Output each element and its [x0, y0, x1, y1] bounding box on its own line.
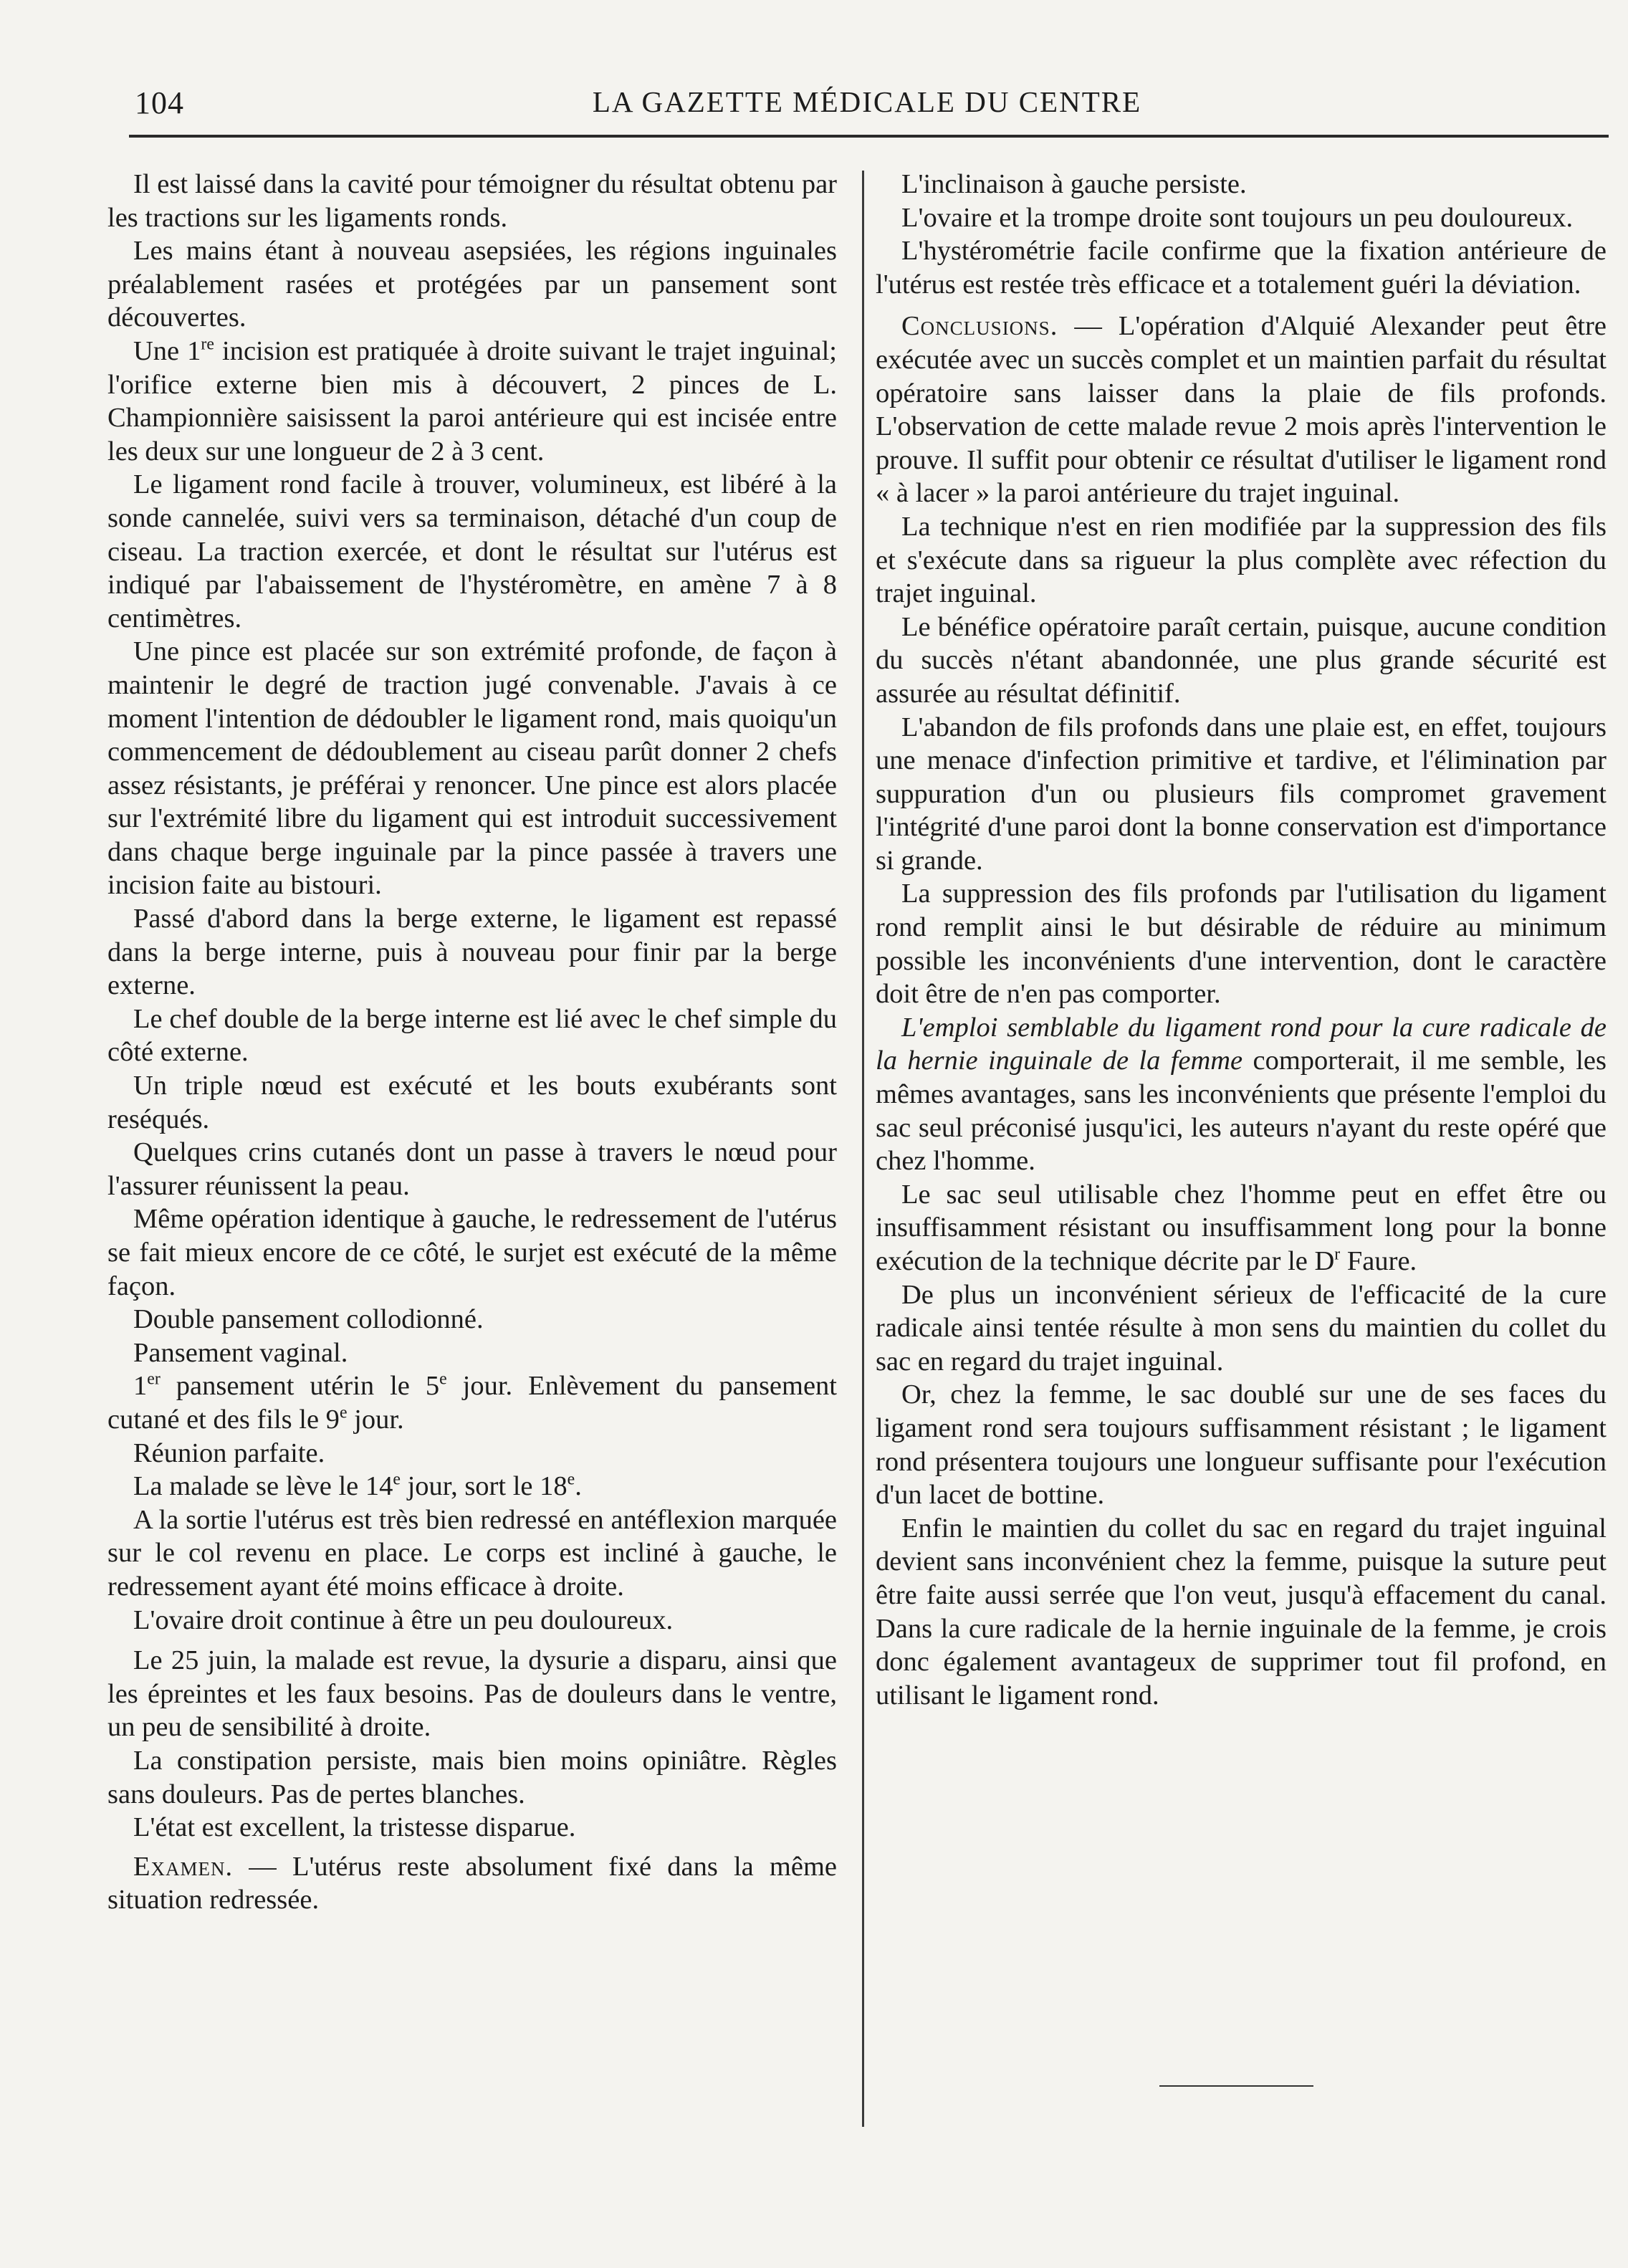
paragraph: A la sortie l'utérus est très bien redressé en antéflexion marquée sur le col revenu en place. Le corps est incliné à gauche, le redressement ayant été moins efficace à droite. — [107, 1504, 837, 1602]
paragraph: La malade se lève le 14e jour, sort le 18e. — [133, 1470, 582, 1502]
paragraph: L'ovaire droit continue à être un peu douloureux. — [133, 1604, 674, 1635]
paragraph: De plus un inconvénient sérieux de l'efficacité de la cure radicale ainsi tentée résulte à mon sens du maintien du collet du sac en regard du trajet inguinal. — [876, 1279, 1607, 1377]
page-number: 104 — [135, 85, 184, 120]
paragraph: Quelques crins cutanés dont un passe à travers le nœud pour l'assurer réunissent la peau. — [107, 1137, 837, 1201]
paragraph: Le bénéfice opératoire paraît certain, puisque, aucune condition du succès n'étant abandonnée, une plus grande sécurité est assurée au résultat définitif. — [876, 611, 1607, 709]
paragraph: L'ovaire et la trompe droite sont toujours un peu douloureux. — [901, 202, 1574, 233]
paragraph: Examen. — L'utérus reste absolument fixé dans la même situation redressée. — [107, 1851, 837, 1915]
paragraph: L'état est excellent, la tristesse disparue. — [133, 1812, 576, 1843]
paragraph: Une 1re incision est pratiquée à droite suivant le trajet inguinal; l'orifice externe bien mis à découvert, 2 pinces de L. Championnière saisissent la paroi antérieure qui est incisée entre les deux sur une longueur de 2 à 3 cent. — [107, 335, 837, 466]
header-rule — [129, 135, 1609, 138]
paragraph: Passé d'abord dans la berge externe, le ligament est repassé dans la berge interne, puis à nouveau pour finir par la berge externe. — [107, 904, 837, 1001]
paragraph: Pansement vaginal. — [133, 1337, 348, 1368]
paragraph: Conclusions. — L'opération d'Alquié Alexander peut être exécutée avec un succès complet et un maintien parfait du résultat opératoire sans laisser dans la plaie de fils profonds. L'observation de cette malade revue 2 mois après l'intervention le prouve. Il suffit pour obtenir ce résultat d'utiliser le ligament rond « à lacer » la paroi antérieure du trajet inguinal. — [876, 311, 1607, 509]
paragraph: Une pince est placée sur son extrémité profonde, de façon à maintenir le degré de traction jugé convenable. J'avais à ce moment l'intention de dédoubler le ligament rond, mais quoiqu'un commencement de dédoublement au ciseau parût donner 2 chefs assez résistants, je préférai y renoncer. Une pince est alors placée sur l'extrémité libre du ligament qui est introduit successivement dans chaque berge inguinale par la pince passée à travers une incision faite au bistouri. — [107, 636, 837, 901]
running-title: LA GAZETTE MÉDICALE DU CENTRE — [592, 85, 1142, 118]
paragraph: Même opération identique à gauche, le redressement de l'utérus se fait mieux encore de ce côté, le surjet est exécuté de la même façon. — [107, 1204, 837, 1301]
paragraph: L'abandon de fils profonds dans une plaie est, en effet, toujours une menace d'infection primitive et tardive, et l'élimination par suppuration d'un ou plusieurs fils compromet gravement l'intégrité d'une paroi dont la bonne conservation est d'importance si grande. — [876, 712, 1607, 876]
paragraph: Le sac seul utilisable chez l'homme peut en effet être ou insuffisamment résistant ou insuffisamment long pour la bonne exécution de la technique décrite par le $D^r$ Faure. — [876, 1179, 1607, 1276]
section-heading: Examen. — [133, 1851, 234, 1882]
page-header — [129, 85, 1605, 128]
paragraph: La technique n'est en rien modifiée par la suppression des fils et s'exécute dans sa rigueur la plus complète avec réfection du trajet inguinal. — [876, 511, 1607, 609]
paragraph: La constipation persiste, mais bien moins opiniâtre. Règles sans douleurs. Pas de pertes blanches. — [107, 1745, 837, 1809]
left-column — [107, 168, 837, 1917]
paragraph: L'inclinaison à gauche persiste. — [901, 169, 1247, 199]
paragraph: 1er pansement utérin le 5e jour. Enlèvement du pansement cutané et des fils le 9e jour. — [107, 1370, 837, 1435]
paragraph: Enfin le maintien du collet du sac en regard du trajet inguinal devient sans inconvénient chez la femme, puisque la suture peut être faite aussi serrée que l'on veut, jusqu'à effacement du canal. Dans la cure radicale de la hernie inguinale de la femme, je crois donc également avantageux de supprimer tout fil profond, en utilisant le ligament rond. — [876, 1513, 1607, 1710]
paragraph: Double pansement collodionné. — [133, 1304, 484, 1335]
paragraph: L'hystérométrie facile confirme que la fixation antérieure de l'utérus est restée très efficace et a totalement guéri la déviation. — [876, 236, 1607, 300]
paragraph: Les mains étant à nouveau asepsiées, les régions inguinales préalablement rasées et protégées par un pansement sont découvertes. — [107, 236, 837, 333]
paragraph: L'emploi semblable du ligament rond pour la cure radicale de la hernie inguinale de la femme comporterait, il me semble, les mêmes avantages, sans les inconvénients que présente l'emploi du sac seul préconisé jusqu'ici, les auteurs n'ayant du reste opéré que chez l'homme. — [876, 1012, 1607, 1177]
paragraph: Or, chez la femme, le sac doublé sur une de ses faces du ligament rond sera toujours suffisamment résistant ; le ligament rond présentera toujours une longueur suffisante pour l'exécution d'un lacet de bottine. — [876, 1379, 1607, 1511]
right-column — [876, 168, 1607, 1712]
section-heading: Conclusions. — [901, 311, 1058, 342]
closing-rule — [1159, 2085, 1313, 2087]
paragraph: Le 25 juin, la malade est revue, la dysurie a disparu, ainsi que les épreintes et les faux besoins. Pas de douleurs dans le ventre, un peu de sensibilité à droite. — [107, 1645, 837, 1743]
paragraph: Le ligament rond facile à trouver, volumineux, est libéré à la sonde cannelée, suivi vers sa terminaison, détaché d'un coup de ciseau. La traction exercée, et dont le résultat sur l'utérus est indiqué par l'abaissement de l'hystéromètre, en amène 7 à 8 centimètres. — [107, 469, 837, 633]
paragraph: Un triple nœud est exécuté et les bouts exubérants sont reséqués. — [107, 1071, 837, 1134]
paragraph: Réunion parfaite. — [133, 1437, 325, 1468]
paragraph: Il est laissé dans la cavité pour témoigner du résultat obtenu par les tractions sur les ligaments ronds. — [107, 169, 837, 233]
paragraph: Le chef double de la berge interne est lié avec le chef simple du côté externe. — [107, 1003, 837, 1068]
column-divider — [862, 171, 864, 2127]
paragraph: La suppression des fils profonds par l'utilisation du ligament rond remplit ainsi le but désirable de réduire au minimum possible les inconvénients d'une intervention, dont le caractère doit être de n'en pas comporter. — [876, 879, 1607, 1010]
